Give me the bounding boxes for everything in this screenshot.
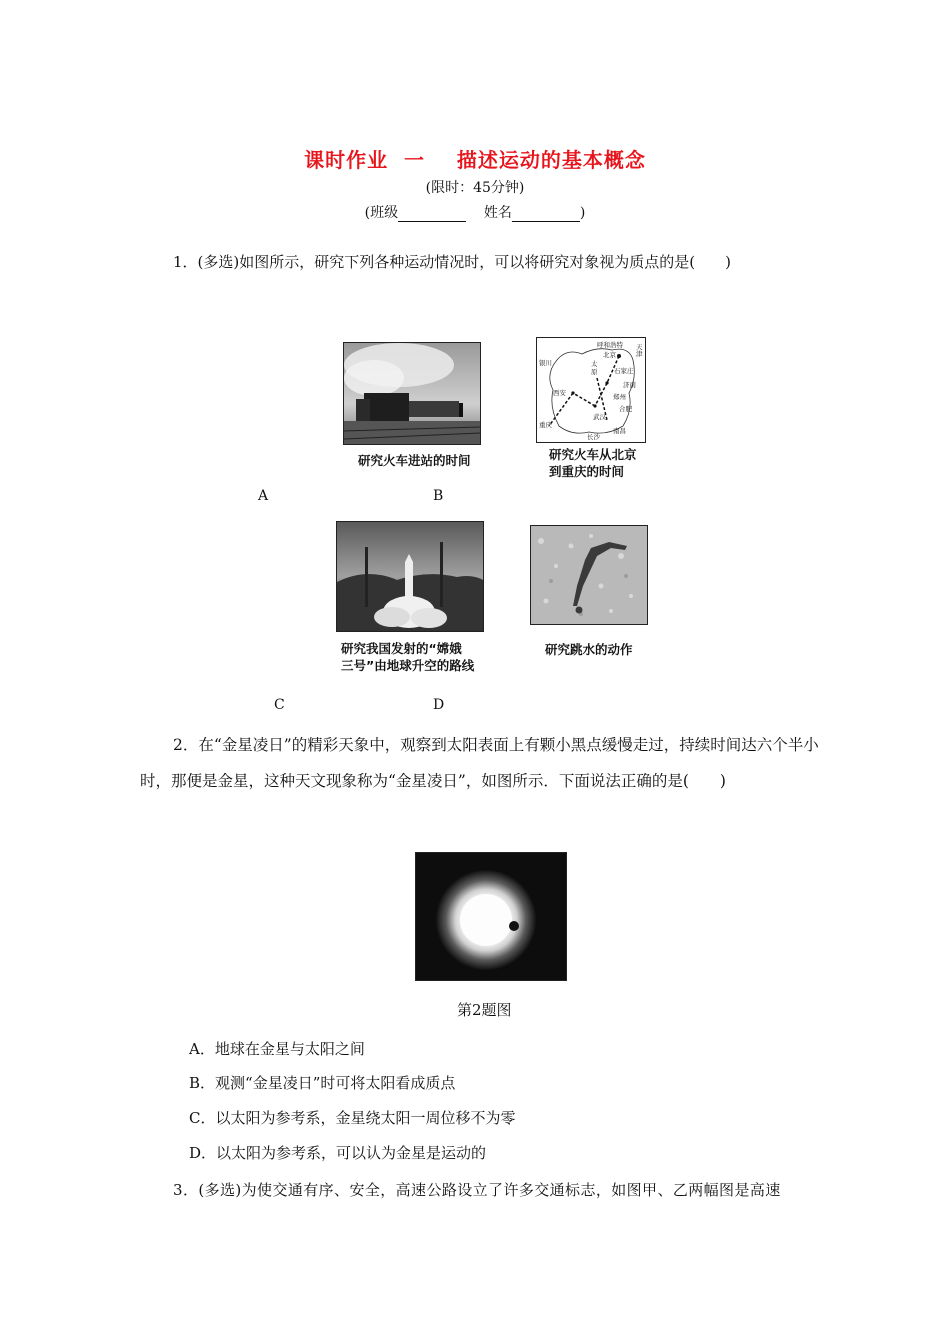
figure-b-caption-line-1: 研究火车从北京	[549, 447, 637, 462]
option-b-label[interactable]: B	[433, 488, 444, 504]
map-label-zhengzhou: 郑州	[613, 393, 626, 401]
page-title: 课时作业 一 描述运动的基本概念	[304, 148, 646, 172]
question-2-option-a[interactable]: A．地球在金星与太阳之间	[189, 1040, 365, 1058]
class-name-line	[0, 202, 950, 222]
time-limit: (限时：45分钟)	[425, 180, 525, 196]
map-label-nanchang: 南昌	[613, 427, 626, 435]
figure-2-caption: 第2题图	[457, 1001, 512, 1019]
question-2-option-b[interactable]: B．观测“金星凌日”时可将太阳看成质点	[189, 1074, 456, 1092]
map-label-xian: 西安	[553, 389, 566, 397]
class-blank[interactable]	[398, 207, 466, 222]
figure-d-diving-photo	[530, 525, 648, 625]
map-label-beijing: 北京	[603, 351, 616, 359]
figure-b-railway-map	[536, 337, 646, 443]
map-label-chongqing: 重庆	[539, 421, 552, 429]
map-label-taiyuan: 太原	[591, 360, 598, 376]
option-d-label[interactable]: D	[433, 697, 445, 713]
option-a-label[interactable]: A	[258, 488, 269, 504]
figure-d-caption: 研究跳水的动作	[545, 642, 633, 657]
map-label-hefei: 合肥	[619, 405, 632, 413]
map-label-changsha: 长沙	[587, 433, 600, 441]
map-label-huhehaote: 呼和浩特	[597, 341, 623, 349]
figure-a-caption: 研究火车进站的时间	[358, 453, 471, 468]
figure-c-caption-line-1: 研究我国发射的“嫦娥	[341, 641, 462, 656]
map-label-yinchuan: 银川	[539, 359, 552, 367]
map-label-wuhan: 武汉	[593, 413, 606, 421]
figure-2-venus-transit	[415, 852, 567, 981]
name-label: 姓名	[483, 205, 512, 221]
name-blank[interactable]	[512, 207, 580, 222]
figure-a-train-photo	[343, 342, 481, 445]
option-c-label[interactable]: C	[274, 697, 285, 713]
class-label: (班级	[364, 205, 399, 221]
map-label-jinan: 济南	[623, 381, 636, 389]
question-1-stem: 1．(多选)如图所示，研究下列各种运动情况时，可以将研究对象视为质点的是( )	[173, 253, 731, 271]
map-label-tianjin: 天津	[636, 343, 643, 358]
close-paren: )	[579, 205, 586, 221]
map-label-shijiazhuang: 石家庄	[614, 367, 634, 375]
figure-b-caption-line-2: 到重庆的时间	[549, 464, 625, 479]
figure-c-caption	[341, 640, 474, 674]
question-2-stem: 2．在“金星凌日”的精彩天象中，观察到太阳表面上有颗小黑点缓慢走过，持续时间达六个半小时，那便是金星，这种天文现象称为“金星凌日”，如图所示．下面说法正确的是( )	[140, 736, 819, 790]
figure-b-caption	[549, 446, 637, 480]
question-2-option-d[interactable]: D．以太阳为参考系，可以认为金星是运动的	[189, 1144, 487, 1162]
question-2-option-c[interactable]: C．以太阳为参考系，金星绕太阳一周位移不为零	[189, 1109, 516, 1127]
figure-c-caption-line-2: 三号”由地球升空的路线	[341, 658, 475, 673]
figure-c-rocket-photo	[336, 521, 484, 632]
question-3-stem: 3．(多选)为使交通有序、安全，高速公路设立了许多交通标志，如图甲、乙两幅图是高速	[173, 1181, 781, 1199]
